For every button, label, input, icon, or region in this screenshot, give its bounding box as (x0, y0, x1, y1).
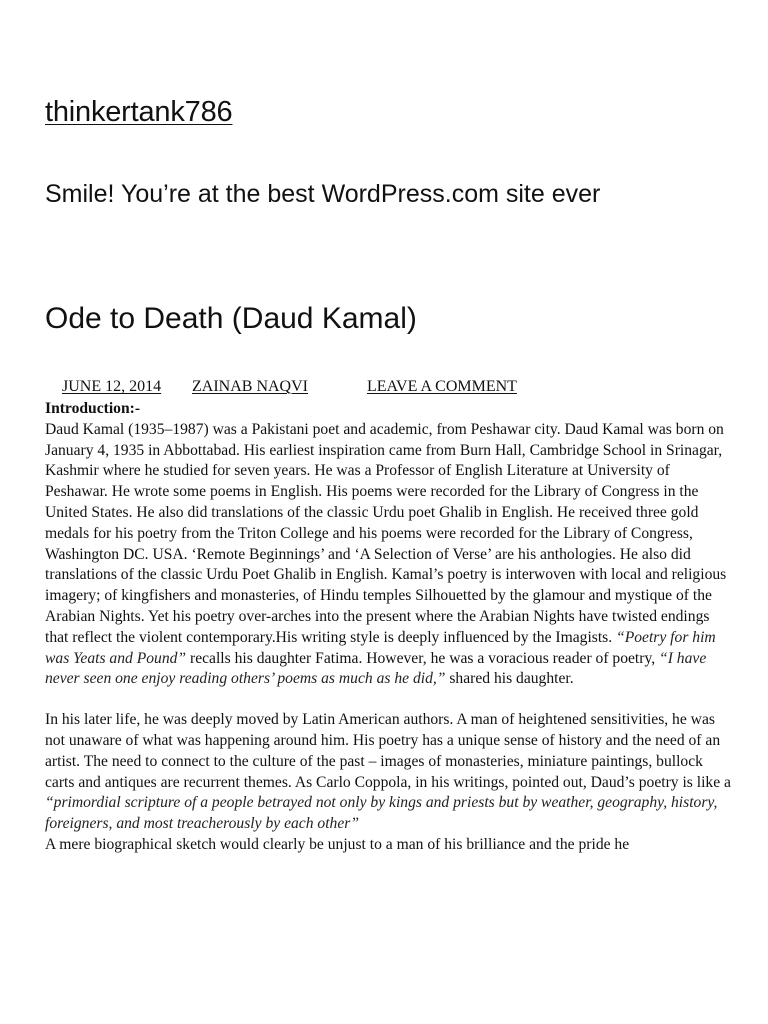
intro-heading: Introduction:- (45, 400, 141, 417)
post-content (45, 399, 731, 856)
paragraph-biographical: A mere biographical sketch would clearly be unjust to a man of his brilliance and the pride he (45, 835, 630, 853)
paragraph-intro-text-c: shared his daughter. (445, 670, 574, 688)
post-author-link[interactable]: ZAINAB NAQVI (192, 378, 308, 395)
paragraph-intro-quote-b: “I have never seen one enjoy reading others’ poems as much as he did,” (45, 649, 707, 688)
site-title-link[interactable]: thinkertank786 (45, 96, 233, 128)
paragraph-intro-text-a: Daud Kamal (1935–1987) was a Pakistani poet and academic, from Peshawar city. Daud Kamal was born on January 4, 1935 in Abbottabad. His earliest inspiration came from Burn Hall, Cambridge School in Srinagar, Kashmir where he studied for seven years. He was a Professor of English Literature at University of Peshawar. He wrote some poems in English. His poems were recorded for the Library of Congress in the United States. He also did translations of the classic Urdu poet Ghalib in English. He received three gold medals for his poetry from the Triton College and his poems were recorded for the Library of Congress, Washington DC. USA. ‘Remote Beginnings’ and ‘A Selection of Verse’ are his anthologies. He also did translations of the classic Urdu Poet Ghalib in English. Kamal’s poetry is interwoven with local and religious imagery; of kingfishers and monasteries, of Hindu temples Silhouetted by the glamour and mystique of the Arabian Nights. Yet his poetry over-arches into the present where the Arabian Nights have twisted endings that reflect the violent contemporary.His writing style is deeply influenced by the Imagists. (45, 420, 727, 646)
post-title: Ode to Death (Daud Kamal) (45, 302, 417, 335)
paragraph-intro-text-b: recalls his daughter Fatima. However, he was a voracious reader of poetry, (186, 649, 660, 667)
post-date-link[interactable]: JUNE 12, 2014 (62, 378, 162, 395)
paragraph-later-life-quote: “primordial scripture of a people betrayed not only by kings and priests but by weather, geography, history, foreigners, and most treacherously by each other” (45, 794, 718, 833)
paragraph-intro-quote-a: “Poetry for him was Yeats and Pound” (45, 628, 716, 667)
paragraph-intro (45, 420, 731, 690)
paragraph-later-life (45, 710, 731, 835)
leave-comment-link[interactable]: LEAVE A COMMENT (367, 378, 517, 395)
paragraph-later-life-text: In his later life, he was deeply moved by Latin American authors. A man of heightened sensitivities, he was not unaware of what was happening around him. His poetry has a unique sense of history and the need of an artist. The need to connect to the culture of the past – images of monasteries, miniature paintings, bullock carts and antiques are recurrent themes. As Carlo Coppola, in his writings, pointed out, Daud’s poetry is like a (45, 711, 731, 791)
site-tagline: Smile! You’re at the best WordPress.com site ever (45, 180, 601, 208)
